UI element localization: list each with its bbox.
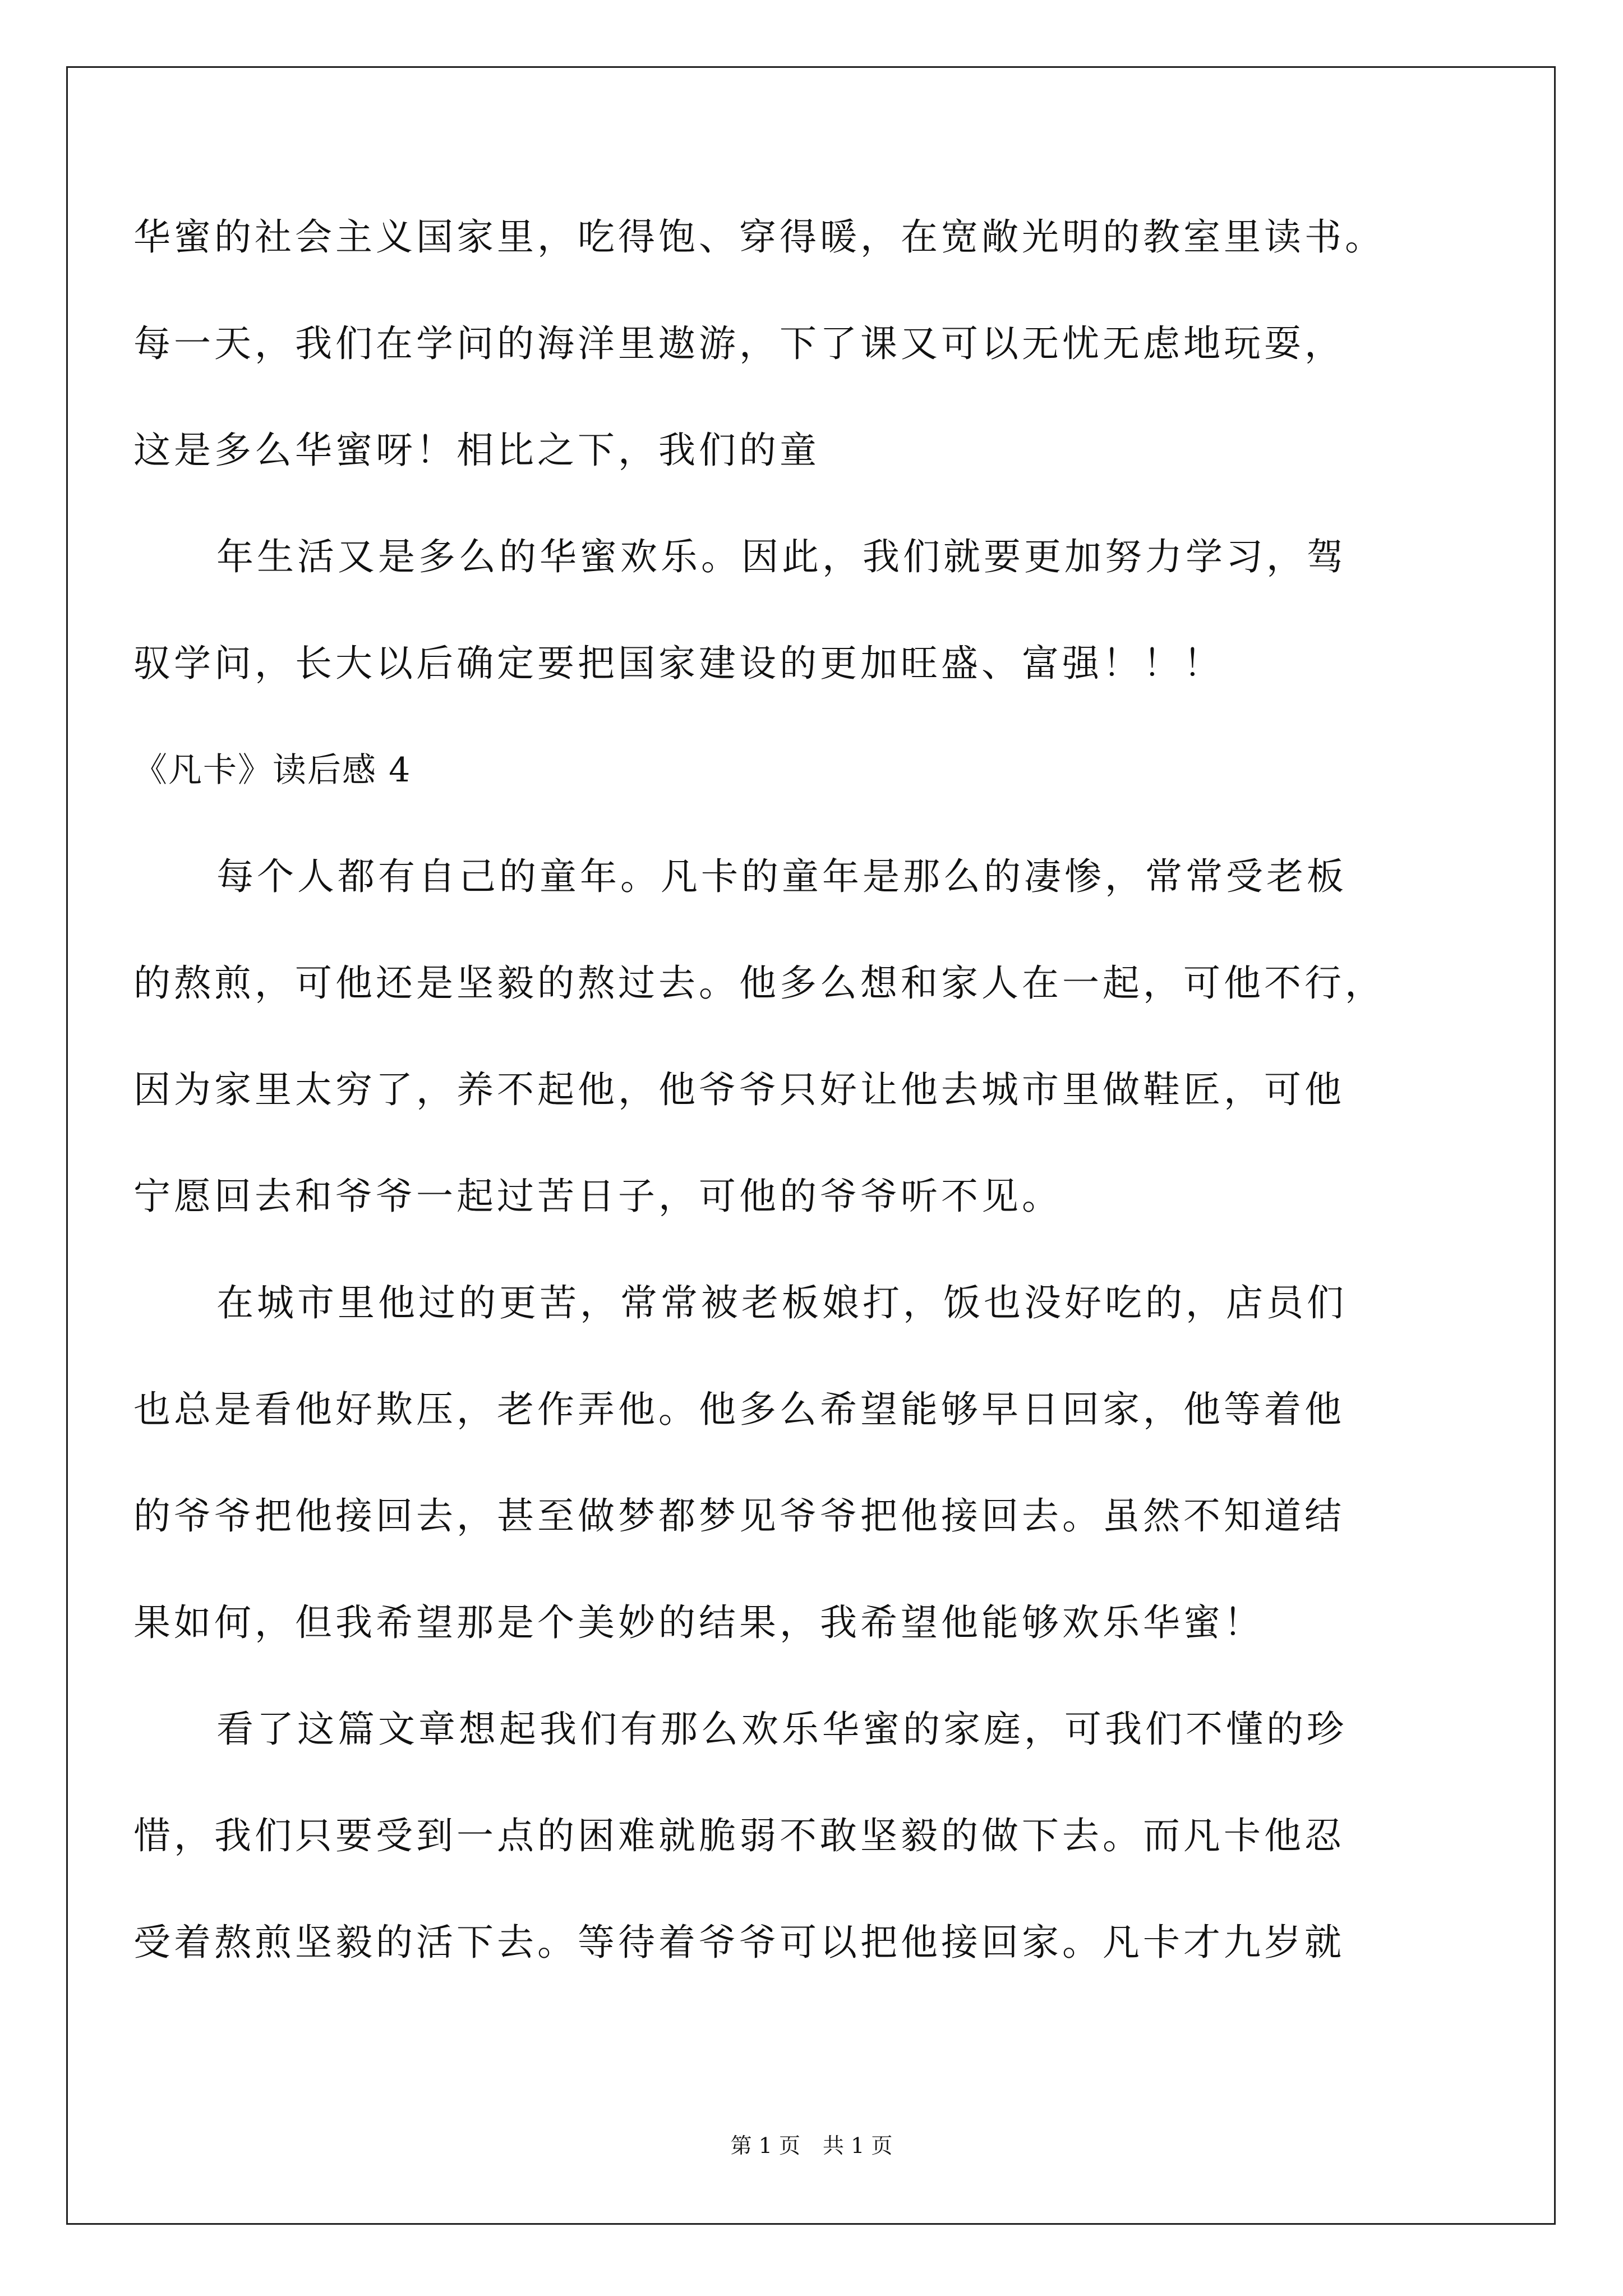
page-footer [0,2132,1623,2160]
paragraph-first-line: 每个人都有自己的童年。凡卡的童年是那么的凄惨，常常受老板 [216,855,1347,898]
text-line: 受着熬煎坚毅的活下去。等待着爷爷可以把他接回家。凡卡才九岁就 [133,1921,1345,1964]
text-line: 惜，我们只要受到一点的困难就脆弱不敢坚毅的做下去。而凡卡他忍 [133,1814,1345,1857]
paragraph-first-line: 年生活又是多么的华蜜欢乐。因此，我们就要更加努力学习，驾 [216,535,1347,578]
text-line: 华蜜的社会主义国家里，吃得饱、穿得暖，在宽敞光明的教室里读书。 [133,215,1385,259]
page-number: 第 1 页 [730,2133,800,2158]
section-heading: 《凡卡》读后感 4 [133,751,412,790]
page-border [66,66,1556,2225]
text-line: 果如何，但我希望那是个美妙的结果，我希望他能够欢乐华蜜！ [133,1601,1264,1644]
text-line: 宁愿回去和爷爷一起过苦日子，可他的爷爷听不见。 [133,1175,1062,1218]
text-line: 每一天，我们在学问的海洋里遨游，下了课又可以无忧无虑地玩耍， [133,322,1345,365]
text-line: 的熬煎，可他还是坚毅的熬过去。他多么想和家人在一起，可他不行， [133,961,1385,1005]
text-line: 驭学问，长大以后确定要把国家建设的更加旺盛、富强！！！ [133,642,1224,685]
paragraph-first-line: 看了这篇文章想起我们有那么欢乐华蜜的家庭，可我们不懂的珍 [216,1708,1347,1751]
text-line: 也总是看他好欺压，老作弄他。他多么希望能够早日回家，他等着他 [133,1388,1345,1431]
text-line: 因为家里太穷了，养不起他，他爷爷只好让他去城市里做鞋匠，可他 [133,1068,1345,1111]
text-line: 这是多么华蜜呀！相比之下，我们的童 [133,429,820,472]
paragraph-first-line: 在城市里他过的更苦，常常被老板娘打，饭也没好吃的，店员们 [216,1281,1347,1324]
page-total: 共 1 页 [823,2133,893,2158]
text-line: 的爷爷把他接回去，甚至做梦都梦见爷爷把他接回去。虽然不知道结 [133,1494,1345,1538]
